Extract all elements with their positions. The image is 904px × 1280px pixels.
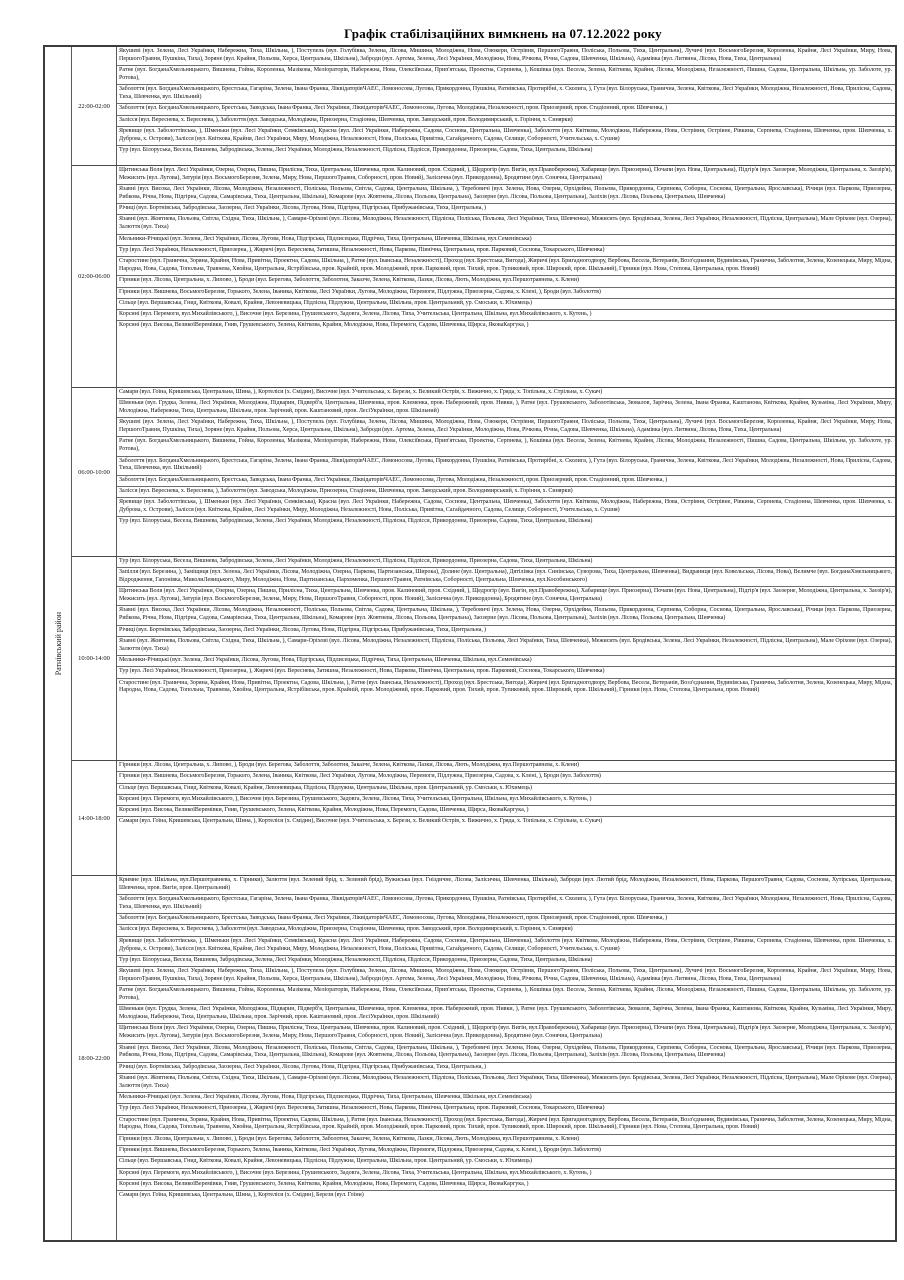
queue-row: Язавні (вул. Висока, Лесі Українки, Лісова, Молодіжна, Незалежності, Поліська, Польова, Світла, Садова, Центральна, Шкільна, ), Теребовичі (вул. Зелена, Нова, Озерна, Орхідейна, Польова, Прикордонна, Серпнева, Соборна, Соснова, Центральна, Ярославська), Річиця (вул. Паркова, Приозерна, Рибкова, Річна, Нова, Підгірна, Садова, Самарівська, Тиха, Центральна, Шкільна), Комарове (вул. Жовтнева, Лісова, Польова, Центральна), Заозерне (вул. Лісова, Польова, Центральна), Заліхів (вул. Лісова, Польова, Центральна, Шевченка) [117, 1044, 895, 1063]
page-title: Графік стабілізаційних вимкнень на 07.12.2022 року [344, 26, 662, 41]
queue-row: Ратне (вул. БогданаХмельницького, Вишнева, Гойна, Короленка, Мазікова, Меліораторів, Набережна, Нова, Олексіївська, Прип'ятська, Проектна, Серпнева, ), Кошівка (вул. Весела, Зелена, Квітнева, Крайня, Лісова, Молодіжна, Незалежності, Пишна, Садова, Центральна, Шкільна, ур. Заболоте, ур. Ротова), [117, 986, 895, 1005]
queue-row: Шменьки (вул. Грудка, Зелена, Лесі Українки, Молодіжна, Підварин, Підверб'я, Центральна, Шевченка, пров. Клеменка, пров. Набережний, пров. Нивки, ), Ратне (вул. Грушевського, Заболотівська, Зювалов, Зарічна, Зелена, Івана Франка, Каштанова, Квіткова, Крайня, Кузьміна, Лесі Українки, Миру, Молодіжна, Набережна, Тиха, Центральна, Шкільна, пров. Зарічний, пров. Каштановий, пров. ЛесіУкраїнки, пров. Шкільний) [117, 399, 895, 418]
queue-row: Гірники (вул. Лісова, Центральна, х. Липово, ), Броди (вул. Берегова, Заболоття, Заболотня, Заказче, Зелена, Квіткова, Лазки, Лісова, Лють, Молодіжна, вул.Першотравнева, х. Клени) [117, 761, 895, 772]
queue-row: Самари (вул. Гоїна, Кришевська, Центральна, Шина, ), Кортеліси (х. Смідин), Височне (вул. Учительська, х. Берези, х. Великий Острів, х. Вижично, х. Гряда, х. Топільна, х. Стрільна, х. Сукач) [117, 388, 895, 399]
queue-row: Заболоття (вул. БогданаХмельницького, Брестська, Заводська, Івана Франка, Лесі Українки, ЛіквідаторівЧАЕС, Ломоносова, Лугова, Молодіжна, Незалежності, пров. Приозерний, пров. Стадіонний, пров. Шевченка, ) [117, 476, 895, 487]
time-block [72, 166, 895, 388]
queue-row: Щитинська Воля (вул. Лесі Українки, Озерна, Озерна, Пишна, Прилісна, Тиха, Центральна, Шевченка, пров. Калиновий, пров. Східний, ), Щедрогір (вул. Вигін, вул.Правобережна), Хабарище (вул. Приозерна), Почапи (вул. Нова, Центральна), Підгір'я (вул. Заозерне, Молодіжна, Центральна, х. Заозір'я), Межисить (вул. Лугова), Затурія (вул. ВосьмогоБерезня, Зелена, Миру, Нова, ПершогоТравня, Соборності, пров. Новий), Залісична (вул. Прикордонна), Бродятине (вул. Сонячна, Центральна) [117, 1024, 895, 1043]
queue-row: Якушеві (вул. Зелена, Лесі Українки, Набережна, Тиха, Шкільна, ), Поступель (вул. Голубівка, Зелена, Лісова, Мишина, Молодіжна, Нова, Озюкери, Острівня, ПершогоТравня, Поліська, Польова, Тиха, Центральна), Лучичі (вул. ВосьмогоБерезня, Короленка, Крайня, Лесі Українки, Миру, Нова, ПершогоТравня, Пушкіна, Тиха), Зоряне (вул. Крайня, Польова, Херса, Центральна, Шкільна), Заброди (вул. Артема, Зелена, Лесі Українки, Молодіжна, Нова, Річкова, Річна, Садова, Шевченка, Шкільна), Адамівка (вул. Литвина, Лісова, Нова, Тиха, Центральна) [117, 967, 895, 986]
queue-rows [117, 876, 895, 1240]
queue-row: Щитинська Воля (вул. Лесі Українки, Озерна, Озерна, Пишна, Прилісна, Тиха, Центральна, Шевченка, пров. Калиновий, пров. Східний, ), Щедрогір (вул. Вигін, вул.Правобережна), Хабарище (вул. Приозерна), Почапи (вул. Нова, Центральна), Підгір'я (вул. Заозерне, Молодіжна, Центральна, х. Заозір'я), Межисить (вул. Лугова), Затурія (вул. ВосьмогоБерезня, Зелена, Миру, Нова, ПершогоТравня, Соборності, пров. Новий), Залісична (вул. Прикордонна), Бродятине (вул. Сонячна, Центральна) [117, 587, 895, 606]
queue-row: Язавні (вул. Жовтнева, Польова, Світла, Східна, Тиха, Шкільна, ), Самари-Оріхові (вул. Лісова, Молодіжна, Незалежності, Підлісна, Поліська, Польова, Лесі Українки, Тиха, Шевченка), Межисить (вул. Бродівська, Зелена, Лесі Українки, Незалежності, Підлісна, Центральна), Мале Оріхове (вул. Озерна), Залюття (вул. Тиха) [117, 1074, 895, 1093]
queue-row: Заболоття (вул. БогданаХмельницького, Брестська, Гагаріна, Зелена, Івана Франка, ЛіквідаторівЧАЕС, Ломоносова, Лугова, Прикордонна, Пушкіна, Ратнівська, Протирібні, х. Сколига, ), Гута (вул. Білоруська, Гранична, Зелена, Квіткова, Лесі Українки, Молодіжна, Незалежності, Нова, Прилісна, Садова, Тиха, Шевченка, вул. Шкільний) [117, 85, 895, 104]
queue-row: Запілля (вул. Березина, ), Заміщиця (вул. Зелена, Лесі Українки, Лісова, Молодіжна, Озерна, Паркова, Партизанська, Широка), Долине (вул. Центральна), Дятілівка (вул. Синівська, Суворова, Тиха, Центральна, Шевченка), Видраниця (вул. Ковельська, Лісова, Нова), Велимче (вул. БогданаХмельницького, Відродження, Гапонівка, МиколиЛевицького, Миру, Молодіжна, Нова, Партизанська, Пархоменка, ПершогоТравня, Ратнівська, Соборності, Центральна, Шевченка, вул.Кособинського) [117, 568, 895, 587]
queue-row: Язавні (вул. Висока, Лесі Українки, Лісова, Молодіжна, Незалежності, Поліська, Польова, Світла, Садова, Центральна, Шкільна, ), Теребовичі (вул. Зелена, Нова, Озерна, Орхідейна, Польова, Прикордонна, Серпнева, Соборна, Соснова, Центральна, Ярославська), Річиця (вул. Паркова, Приозерна, Рибкова, Річна, Нова, Підгірна, Садова, Самарівська, Тиха, Центральна, Шкільна), Комарове (вул. Жовтнева, Лісова, Польова, Центральна), Заозерне (вул. Лісова, Польова, Центральна), Заліхів (вул. Лісова, Польова, Центральна, Шевченка) [117, 185, 895, 204]
queue-row: Сільце (вул. Вершавська, Гнид, Квіткова, Ковалі, Крайня, Левоневицька, Підлісна, Підлужна, Центральна, Шкільна, пров. Центральний, ур. Смоськи, х. Юхимець) [117, 299, 895, 310]
queue-row: Корсині (вул. Висока, ВеликоїВеремівки, Гнив, Грушевського, Зелена, Квіткова, Крайня, Молодіжна, Нова, Перемоги, Садова, Шевченка, Щирса, ЯковаКаргука, ) [119, 322, 529, 329]
queue-row: Гірники (вул. Вишнева, ВосьмогоБерезня, Горького, Зелена, Іваника, Квіткова, Лесі Українки, Лугова, Молодіжна, Перемоги, Підлужна, Приозерна, Садова, х. Клені, ), Броди (вул. Заболоття) [117, 288, 895, 299]
queue-row: Корсині (вул. Перемоги, вул.Михайлівського, ), Височне (вул. Березина, Грушевського, Задовга, Зелена, Лісова, Тиха, Учительська, Центральна, Шкільна, вул.Михайлівського, х. Кутень, ) [117, 310, 895, 321]
queue-row: Заболоття (вул. БогданаХмельницького, Брестська, Заводська, Івана Франка, Лесі Українки, ЛіквідаторівЧАЕС, Ломоносова, Лугова, Молодіжна, Незалежності, пров. Приозерний, пров. Стадіонний, пров. Шевченка, ) [117, 914, 895, 925]
queue-row: Заболоття (вул. БогданаХмельницького, Брестська, Гагаріна, Зелена, Івана Франка, ЛіквідаторівЧАЕС, Ломоносова, Лугова, Прикордонна, Пушкіна, Ратнівська, Протирібні, х. Сколига, ), Гута (вул. Білоруська, Гранична, Зелена, Квіткова, Лесі Українки, Молодіжна, Незалежності, Нова, Прилісна, Садова, Тиха, Шевченка, вул. Шкільний) [117, 895, 895, 914]
queue-row: Кримне (вул. Шкільна, вул.Першотравнева, х. Гірники), Залюття (вул. Зелений брід, х. Зелений брід), Вужиська (вул. Гніздичне, Лісова, Залісична, Шевченка, Шкільна), Заброди (вул. Лютий брід, Молодіжна, Незалежності, Нова, Паркова, ПершогоТравня, Садова, Соснова, Хутірська, Центральна, Шевченка, пров. Вигін, пров. Центральний) [117, 876, 895, 895]
queue-row: Яревище (вул. Заболоттівська, ), Шменьки (вул. Лесі Українки, Семківська), Красна (вул. Лесі Українки, Набережна, Садова, Соснова, Центральна, Шевченка), Заболоття (вул. Квіткова, Молодіжна, Набережна, Нова, Острівня, Острівне, Рівкина, Серпнева, Стадіонна, Шевченка, пров. Шевченка, х. Дуброва, х. Острови), Залісся (вул. Квіткова, Крайня, Лесі Українки, Миру, Молодіжна, Незалежності, Нова, Поліська, Привітна, Сагайдачного, Садова, Селище, Соборності, Учительська, х. Сушня) [117, 498, 895, 517]
queue-row: Мельники-Річицькі (вул. Зелена, Лесі Українки, Лісова, Лугова, Нова, Підгірська, Підлисецька, Підрічна, Тиха, Центральна, Шевченка, Шкільна, вул.Семенівська) [117, 656, 895, 667]
queue-row: Гірники (вул. Вишнева, ВосьмогоБерезня, Горького, Зелена, Іваника, Квіткова, Лесі Українки, Лугова, Молодіжна, Перемоги, Підлужна, Приозерна, Садова, х. Клені, ), Броди (вул. Заболоття) [117, 772, 895, 783]
queue-rows [117, 47, 895, 165]
queue-row: Річиці (вул. Бортнівська, Забродівська, Заозерна, Лесі Українки, Лісова, Лугова, Нова, Підгірна, Підгірська, Прибужанівська, Тиха, Центральна, ) [117, 204, 895, 215]
queue-row: Тур (вул. Лесі Українки, Незалежності, Приозерна, ), Жиричі (вул. Вереснева, Затишна, Незалежності, Нова, Паркова, Північна, Центральна, пров. Парковий, Соснова, Токарського, Шевченка) [117, 667, 895, 678]
time-range-label: 22:00-02:00 [72, 47, 117, 165]
queue-row: Залісся (вул. Вереснева, х. Вереснева, ), Заболоття (вул. Заводська, Молодіжна, Приозерна, Стадіонна, Шевченка, пров. Заводський, пров. Володимирський, х. Горіння, х. Синярки) [117, 116, 895, 127]
queue-row: Мельники-Річицькі (вул. Зелена, Лесі Українки, Лісова, Лугова, Нова, Підгірська, Підлисецька, Підрічна, Тиха, Центральна, Шевченка, Шкільна, вул.Семенівська) [117, 235, 895, 246]
queue-row: Язавні (вул. Жовтнева, Польова, Світла, Східна, Тиха, Шкільна, ), Самари-Оріхові (вул. Лісова, Молодіжна, Незалежності, Підлісна, Поліська, Польова, Лесі Українки, Тиха, Шевченка), Межисить (вул. Бродівська, Зелена, Лесі Українки, Незалежності, Підлісна, Центральна), Мале Оріхове (вул. Озерна), Залюття (вул. Тиха) [117, 215, 895, 234]
district-column [45, 47, 72, 1240]
queue-row: Тур (вул. Білоруська, Весела, Вишнева, Забродівська, Зелена, Лесі Українки, Молодіжна, Незалежності, Підлісна, Підлісся, Прикордонна, Приозерна, Садова, Тиха, Центральна, Шкільна) [119, 518, 593, 525]
time-block [72, 47, 895, 166]
time-range-label: 06:00-10:00 [72, 388, 117, 556]
time-range-label: 02:00-06:00 [72, 166, 117, 387]
queue-row: Корсині (вул. Перемоги, вул.Михайлівського, ), Височне (вул. Березина, Грушевського, Задовга, Зелена, Лісова, Тиха, Учительська, Центральна, Шкільна, вул.Михайлівського, х. Кутень, ) [117, 1169, 895, 1180]
queue-row: Залісся (вул. Вереснева, х. Вереснева, ), Заболоття (вул. Заводська, Молодіжна, Приозерна, Стадіонна, Шевченка, пров. Заводський, пров. Володимирський, х. Горіння, х. Синярки) [117, 487, 895, 498]
queue-row: Яревище (вул. Заболоттівська, ), Шменьки (вул. Лесі Українки, Семківська), Красна (вул. Лесі Українки, Набережна, Садова, Соснова, Центральна, Шевченка), Заболоття (вул. Квіткова, Молодіжна, Набережна, Нова, Острівня, Острівне, Рівкина, Серпнева, Стадіонна, Шевченка, пров. Шевченка, х. Дуброва, х. Острови), Залісся (вул. Квіткова, Крайня, Лесі Українки, Миру, Молодіжна, Незалежності, Нова, Поліська, Привітна, Сагайдачного, Садова, Селище, Соборності, Учительська, х. Сушня) [117, 937, 895, 956]
queue-row: Ратне (вул. БогданаХмельницького, Вишнева, Гойна, Короленка, Мазікова, Меліораторів, Набережна, Нова, Олексіївська, Прип'ятська, Проектна, Серпнева, ), Кошівка (вул. Весела, Зелена, Квітнева, Крайня, Лісова, Молодіжна, Незалежності, Пишна, Садова, Центральна, Шкільна, ур. Заболоте, ур. Ротова), [117, 437, 895, 456]
queue-row: Заболоття (вул. БогданаХмельницького, Брестська, Заводська, Івана Франка, Лесі Українки, ЛіквідаторівЧАЕС, Ломоносова, Лугова, Молодіжна, Незалежності, пров. Приозерний, пров. Стадіонний, пров. Шевченка, ) [117, 104, 895, 115]
queue-row: Тур (вул. Лесі Українки, Незалежності, Приозерна, ), Жиричі (вул. Вереснева, Затишна, Незалежності, Нова, Паркова, Північна, Центральна, пров. Парковий, Соснова, Токарського, Шевченка) [117, 246, 895, 257]
queue-row: Корсині (вул. Висока, ВеликоїВеремівки, Гнив, Грушевського, Зелена, Квіткова, Крайня, Молодіжна, Нова, Перемоги, Садова, Шевченка, Щирса, ЯковаКаргука, ) [117, 1180, 895, 1191]
queue-row: Корсині (вул. Перемоги, вул.Михайлівського, ), Височне (вул. Березина, Грушевського, Задовга, Зелена, Лісова, Тиха, Учительська, Центральна, Шкільна, вул.Михайлівського, х. Кутень, ) [117, 795, 895, 806]
queue-row: Самари (вул. Гоїна, Кришевська, Центральна, Шина, ), Кортеліси (х. Смідин), Берези (вул. Гоїни) [119, 1192, 364, 1199]
queue-row: Старостине (вул. Гранична, Зоряна, Крайня, Нова, Привітна, Проектна, Садова, Шкільна, ), Ратне (вул. Іванська, Незалежності), Проход (вул. Брестська, Вигода), Жиричі (вул. Бригадногодвору, Вербова, Весела, Ветеранів, Возз'єднання, Вудинівська, Гранична, Заболотня, Зелена, Козенецька, Миру, Мідна, Народна, Нова, Садова, Топольна, Травнева, Хвойна, Центральна, Ястрібівська, пров. Крайній, пров. Молодіжний, пров. Парковий, пров. Тихий, пров. Тупиковий, пров. Широкий, пров. Шкільний), Гірники (вул. Нова, Степова, Центральна, пров. Новий) [117, 257, 895, 276]
queue-row: Старостине (вул. Гранична, Зоряна, Крайня, Нова, Привітна, Проектна, Садова, Шкільна, ), Ратне (вул. Іванська, Незалежності), Проход (вул. Брестська, Вигода), Жиричі (вул. Бригадногодвору, Вербова, Весела, Ветеранів, Возз'єднання, Вудинівська, Гранична, Заболотня, Зелена, Козенецька, Миру, Мідна, Народна, Нова, Садова, Топольна, Травнева, Хвойна, Центральна, Ястрібівська, пров. Крайній, пров. Молодіжний, пров. Парковий, пров. Тихий, пров. Тупиковий, пров. Широкий, пров. Шкільний), Гірники (вул. Нова, Степова, Центральна, пров. Новий) [119, 679, 892, 694]
queue-row: Язавні (вул. Висока, Лесі Українки, Лісова, Молодіжна, Незалежності, Поліська, Польова, Світла, Садова, Центральна, Шкільна, ), Теребовичі (вул. Зелена, Нова, Озерна, Орхідейна, Польова, Прикордонна, Серпнева, Соборна, Соснова, Центральна, Ярославська), Річиця (вул. Паркова, Приозерна, Рибкова, Річна, Нова, Підгірна, Садова, Самарівська, Тиха, Центральна, Шкільна), Комарове (вул. Жовтнева, Лісова, Польова, Центральна), Заозерне (вул. Лісова, Польова, Центральна), Заліхів (вул. Лісова, Польова, Центральна, Шевченка) [117, 606, 895, 625]
time-block [72, 761, 895, 876]
queue-row: Яревище (вул. Заболоттівська, ), Шменьки (вул. Лесі Українки, Семківська), Красна (вул. Лесі Українки, Набережна, Садова, Соснова, Центральна, Шевченка), Заболоття (вул. Квіткова, Молодіжна, Набережна, Нова, Острівня, Острівне, Рівкина, Серпнева, Стадіонна, Шевченка, пров. Шевченка, х. Дуброва, х. Острови), Залісся (вул. Квіткова, Крайня, Лесі Українки, Миру, Молодіжна, Незалежності, Нова, Поліська, Привітна, Сагайдачного, Садова, Селище, Соборності, Учительська, х. Сушня) [117, 127, 895, 146]
queue-row: Старостине (вул. Гранична, Зоряна, Крайня, Нова, Привітна, Проектна, Садова, Шкільна, ), Ратне (вул. Іванська, Незалежності), Проход (вул. Брестська, Вигода), Жиричі (вул. Бригадногодвору, Вербова, Весела, Ветеранів, Возз'єднання, Вудинівська, Гранична, Заболотня, Зелена, Козенецька, Миру, Мідна, Народна, Нова, Садова, Топольна, Травнева, Хвойна, Центральна, Ястрібівська, пров. Крайній, пров. Молодіжний, пров. Парковий, пров. Тихий, пров. Тупиковий, пров. Широкий, пров. Шкільний), Гірники (вул. Нова, Степова, Центральна, пров. Новий) [117, 1116, 895, 1135]
time-range-label: 10:00-14:00 [72, 557, 117, 760]
queue-row: Язавні (вул. Жовтнева, Польова, Світла, Східна, Тиха, Шкільна, ), Самари-Оріхові (вул. Лісова, Молодіжна, Незалежності, Підлісна, Поліська, Польова, Лесі Українки, Тиха, Шевченка), Межисить (вул. Бродівська, Зелена, Лесі Українки, Незалежності, Підлісна, Центральна), Мале Оріхове (вул. Озерна), Залюття (вул. Тиха) [117, 637, 895, 656]
queue-row: Тур (вул. Білоруська, Весела, Вишнева, Забродівська, Зелена, Лесі Українки, Молодіжна, Незалежності, Підлісна, Підлісся, Прикордонна, Приозерна, Садова, Тиха, Центральна, Шкільна) [117, 956, 895, 967]
queue-row: Гірники (вул. Вишнева, ВосьмогоБерезня, Горького, Зелена, Іваника, Квіткова, Лесі Українки, Лугова, Молодіжна, Перемоги, Підлужна, Приозерна, Садова, х. Клені, ), Броди (вул. Заболоття) [117, 1146, 895, 1157]
queue-rows [117, 166, 895, 387]
queue-row: Річиці (вул. Бортнівська, Забродівська, Заозерна, Лесі Українки, Лісова, Лугова, Нова, Підгірна, Підгірська, Прибужанівська, Тиха, Центральна, ) [117, 626, 895, 637]
district-label: Ратнівський район [53, 611, 63, 676]
queue-row: Щитинська Воля (вул. Лесі Українки, Озерна, Озерна, Пишна, Прилісна, Тиха, Центральна, Шевченка, пров. Калиновий, пров. Східний, ), Щедрогір (вул. Вигін, вул.Правобережна), Хабарище (вул. Приозерна), Почапи (вул. Нова, Центральна), Підгір'я (вул. Заозерне, Молодіжна, Центральна, х. Заозір'я), Межисить (вул. Лугова), Затурія (вул. ВосьмогоБерезня, Зелена, Миру, Нова, ПершогоТравня, Соборності, пров. Новий), Залісична (вул. Прикордонна), Бродятине (вул. Сонячна, Центральна) [117, 166, 895, 185]
queue-row: Гірники (вул. Лісова, Центральна, х. Липово, ), Броди (вул. Берегова, Заболоття, Заболотня, Заказче, Зелена, Квіткова, Лазки, Лісова, Лють, Молодіжна, вул.Першотравнева, х. Клени) [117, 276, 895, 287]
queue-row: Річиці (вул. Бортнівська, Забродівська, Заозерна, Лесі Українки, Лісова, Лугова, Нова, Підгірна, Підгірська, Прибужанівська, Тиха, Центральна, ) [117, 1063, 895, 1074]
time-blocks [72, 47, 895, 1240]
queue-row: Самари (вул. Гоїна, Кришевська, Центральна, Шина, ), Кортеліси (х. Смідин), Височне (вул. Учительська, х. Берези, х. Великий Острів, х. Вижично, х. Гряда, х. Топільна, х. Стрільна, х. Сукач) [119, 818, 603, 825]
queue-row: Тур (вул. Білоруська, Весела, Вишнева, Забродівська, Зелена, Лесі Українки, Молодіжна, Незалежності, Підлісна, Підлісся, Прикордонна, Приозерна, Садова, Тиха, Центральна, Шкільна) [117, 557, 895, 568]
queue-row: Якушеві (вул. Зелена, Лесі Українки, Набережна, Тиха, Шкільна, ), Поступель (вул. Голубівка, Зелена, Лісова, Мишина, Молодіжна, Нова, Озюкери, Острівня, ПершогоТравня, Поліська, Польова, Тиха, Центральна), Лучичі (вул. ВосьмогоБерезня, Короленка, Крайня, Лесі Українки, Миру, Нова, ПершогоТравня, Пушкіна, Тиха), Зоряне (вул. Крайня, Польова, Херса, Центральна, Шкільна), Заброди (вул. Артема, Зелена, Лесі Українки, Молодіжна, Нова, Річкова, Річна, Садова, Шевченка, Шкільна), Адамівка (вул. Литвина, Лісова, Нова, Тиха, Центральна) [117, 47, 895, 66]
queue-row: Ратне (вул. БогданаХмельницького, Вишнева, Гойна, Короленка, Мазікова, Меліораторів, Набережна, Нова, Олексіївська, Прип'ятська, Проектна, Серпнева, ), Кошівка (вул. Весела, Зелена, Квітнева, Крайня, Лісова, Молодіжна, Незалежності, Пишна, Садова, Центральна, Шкільна, ур. Заболоте, ур. Ротова), [117, 66, 895, 85]
queue-row: Заболоття (вул. БогданаХмельницького, Брестська, Гагаріна, Зелена, Івана Франка, ЛіквідаторівЧАЕС, Ломоносова, Лугова, Прикордонна, Пушкіна, Ратнівська, Протирібні, х. Сколига, ), Гута (вул. Білоруська, Гранична, Зелена, Квіткова, Лесі Українки, Молодіжна, Незалежності, Нова, Прилісна, Садова, Тиха, Шевченка, вул. Шкільний) [117, 457, 895, 476]
queue-row: Сільце (вул. Вершавська, Гнид, Квіткова, Ковалі, Крайня, Левоневицька, Підлісна, Підлужна, Центральна, Шкільна, пров. Центральний, ур. Смоськи, х. Юхимець) [117, 1157, 895, 1168]
queue-row: Шменьки (вул. Грудка, Зелена, Лесі Українки, Молодіжна, Підварин, Підверб'я, Центральна, Шевченка, пров. Клеменка, пров. Набережний, пров. Нивки, ), Ратне (вул. Грушевського, Заболотівська, Зювалов, Зарічна, Зелена, Івана Франка, Каштанова, Квіткова, Крайня, Кузьміна, Лесі Українки, Миру, Молодіжна, Набережна, Тиха, Центральна, Шкільна, пров. Зарічний, пров. Каштановий, пров. ЛесіУкраїнки, пров. Шкільний) [117, 1005, 895, 1024]
time-block [72, 388, 895, 557]
queue-row: Сільце (вул. Вершавська, Гнид, Квіткова, Ковалі, Крайня, Левоневицька, Підлісна, Підлужна, Центральна, Шкільна, пров. Центральний, ур. Смоськи, х. Юхимець) [117, 784, 895, 795]
time-range-label: 18:00-22:00 [72, 876, 117, 1240]
queue-rows [117, 761, 895, 875]
queue-row: Залісся (вул. Вереснева, х. Вереснева, ), Заболоття (вул. Заводська, Молодіжна, Приозерна, Стадіонна, Шевченка, пров. Заводський, пров. Володимирський, х. Горіння, х. Синярки) [117, 925, 895, 936]
queue-row: Корсині (вул. Висока, ВеликоїВеремівки, Гнив, Грушевського, Зелена, Квіткова, Крайня, Молодіжна, Нова, Перемоги, Садова, Шевченка, Щирса, ЯковаКаргука, ) [117, 806, 895, 817]
time-block [72, 557, 895, 761]
queue-row: Мельники-Річицькі (вул. Зелена, Лесі Українки, Лісова, Лугова, Нова, Підгірська, Підлисецька, Підрічна, Тиха, Центральна, Шевченка, Шкільна, вул.Семенівська) [117, 1093, 895, 1104]
queue-row: Якушеві (вул. Зелена, Лесі Українки, Набережна, Тиха, Шкільна, ), Поступель (вул. Голубівка, Зелена, Лісова, Мишина, Молодіжна, Нова, Озюкери, Острівня, ПершогоТравня, Поліська, Польова, Тиха, Центральна), Лучичі (вул. ВосьмогоБерезня, Короленка, Крайня, Лесі Українки, Миру, Нова, ПершогоТравня, Пушкіна, Тиха), Зоряне (вул. Крайня, Польова, Херса, Центральна, Шкільна), Заброди (вул. Артема, Зелена, Лесі Українки, Молодіжна, Нова, Річкова, Річна, Садова, Шевченка, Шкільна), Адамівка (вул. Литвина, Лісова, Нова, Тиха, Центральна) [117, 418, 895, 437]
time-range-label: 14:00-18:00 [72, 761, 117, 875]
queue-row: Тур (вул. Білоруська, Весела, Вишнева, Забродівська, Зелена, Лесі Українки, Молодіжна, Незалежності, Підлісна, Підлісся, Прикордонна, Приозерна, Садова, Тиха, Центральна, Шкільна) [119, 146, 593, 153]
queue-row: Тур (вул. Лесі Українки, Незалежності, Приозерна, ), Жиричі (вул. Вереснева, Затишна, Незалежності, Нова, Паркова, Північна, Центральна, пров. Парковий, Соснова, Токарського, Шевченка) [117, 1104, 895, 1115]
time-block [72, 876, 895, 1240]
queue-rows [117, 557, 895, 760]
schedule-table [43, 45, 897, 1242]
queue-rows [117, 388, 895, 556]
queue-row: Гірники (вул. Лісова, Центральна, х. Липово, ), Броди (вул. Берегова, Заболоття, Заболотня, Заказче, Зелена, Квіткова, Лазки, Лісова, Лють, Молодіжна, вул.Першотравнева, х. Клени) [117, 1135, 895, 1146]
